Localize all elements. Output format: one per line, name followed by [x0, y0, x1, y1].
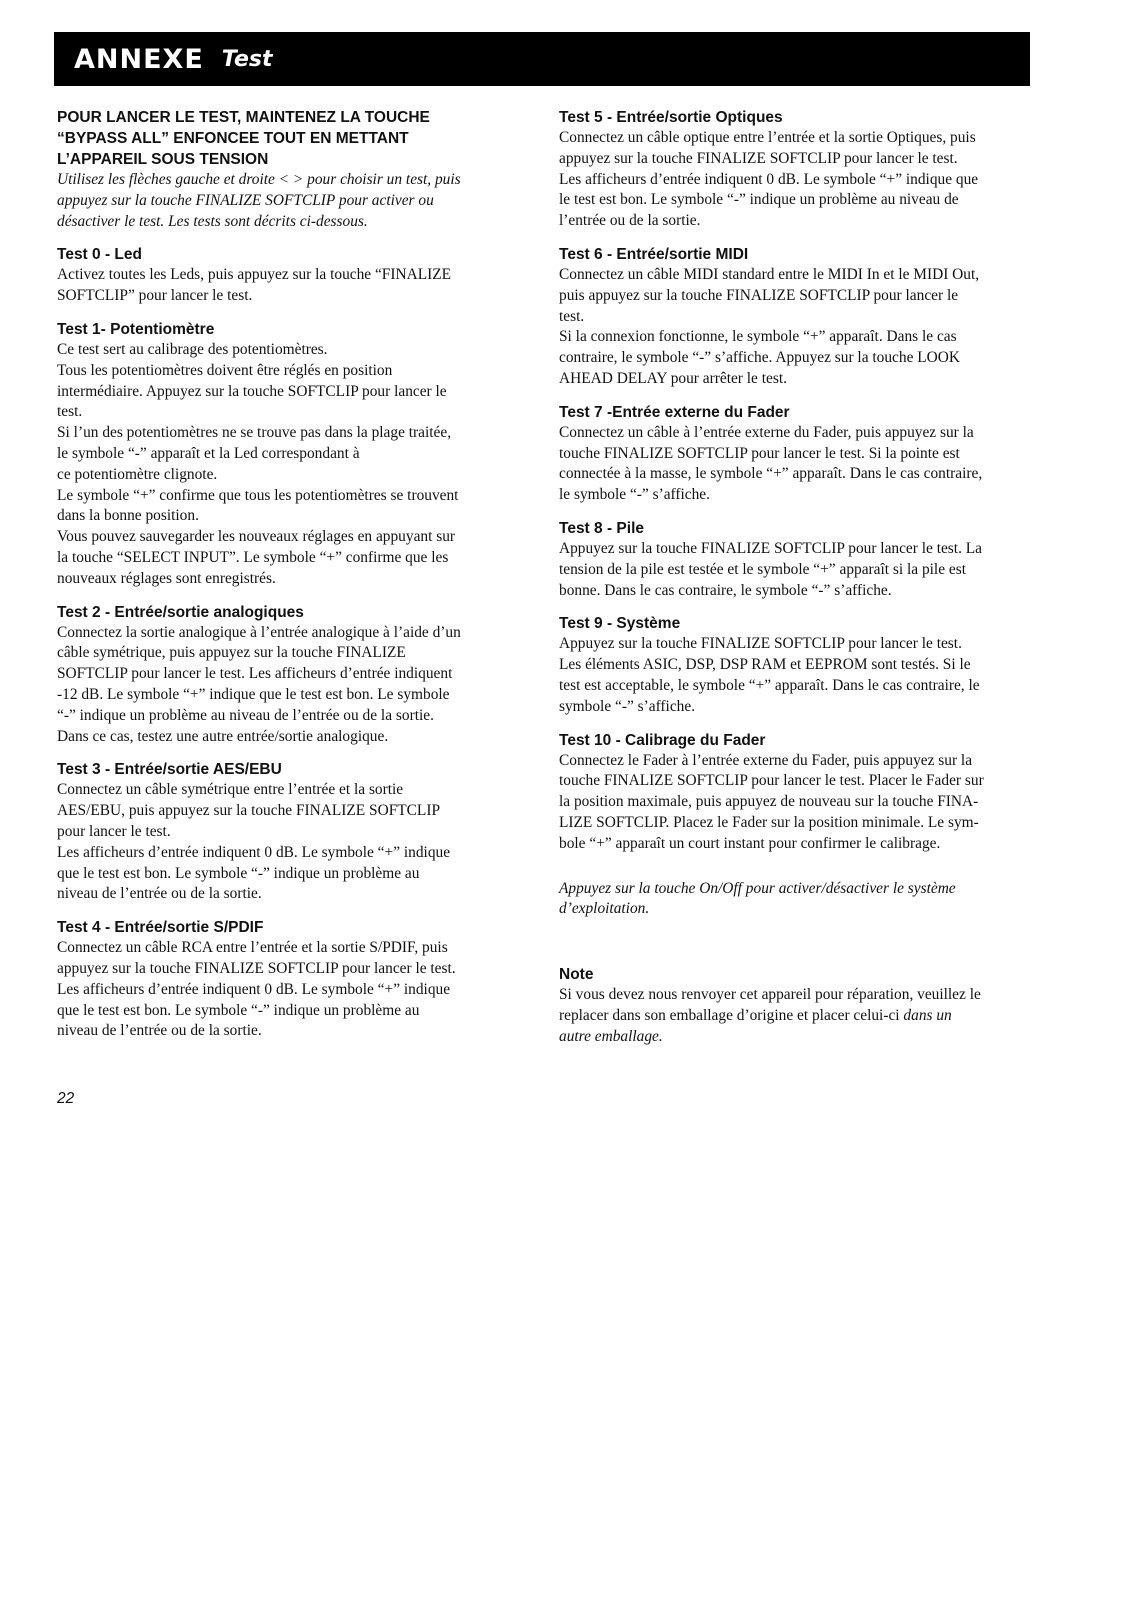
section-line: AHEAD DELAY pour arrêter le test.: [559, 369, 787, 387]
section-line: Appuyez sur la touche FINALIZE SOFTCLIP pour lancer le test.: [559, 635, 962, 653]
section-line: Connectez un câble symétrique entre l’entrée et la sortie: [57, 781, 404, 799]
section-line: Le symbole “+” confirme que tous les potentiomètres se trouvent: [57, 486, 459, 504]
section-line: connectée à la masse, le symbole “+” apparaît. Dans le cas contraire,: [559, 465, 983, 483]
section-line: la position maximale, puis appuyez de nouveau sur la touche FINA-: [559, 793, 979, 811]
note-line-italic: autre emballage.: [559, 1027, 663, 1045]
section-line: contraire, le symbole “-” s’affiche. Appuyez sur la touche LOOK: [559, 349, 961, 367]
section-body: [559, 423, 1036, 506]
section-line: test.: [559, 307, 585, 325]
section-line: SOFTCLIP pour lancer le test. Les afficheurs d’entrée indiquent: [57, 665, 453, 683]
section-line: Les afficheurs d’entrée indiquent 0 dB. Le symbole “+” indique que: [559, 170, 979, 188]
section-line: LIZE SOFTCLIP. Placez le Fader sur la position minimale. Le sym-: [559, 813, 979, 831]
section-line: bole “+” apparaît un court instant pour confirmer le calibrage.: [559, 834, 941, 852]
section-line: tension de la pile est testée et le symbole “+” apparaît si la pile est: [559, 560, 966, 578]
test-section: [57, 917, 517, 1042]
section-line: test est acceptable, le symbole “+” apparaît. Dans le cas contraire, le: [559, 676, 980, 694]
section-line: le symbole “-” apparaît et la Led correspondant à: [57, 444, 360, 462]
section-body: [57, 623, 517, 748]
section-line: Connectez un câble MIDI standard entre le MIDI In et le MIDI Out,: [559, 265, 980, 283]
intro-title-line: L’APPAREIL SOUS TENSION: [57, 151, 269, 168]
right-column: [559, 107, 1036, 1060]
test-section: [57, 319, 517, 590]
section-title: Test 8 - Pile: [559, 519, 644, 537]
section-line: Appuyez sur la touche FINALIZE SOFTCLIP pour lancer le test. La: [559, 539, 982, 557]
test-section: [57, 759, 517, 905]
intro-line: Utilisez les flèches gauche et droite < > pour choisir un test, puis: [57, 171, 461, 188]
section-line: appuyez sur la touche FINALIZE SOFTCLIP pour lancer le test.: [57, 959, 456, 977]
intro-title: [57, 107, 517, 170]
section-line: Connectez un câble RCA entre l’entrée et la sortie S/PDIF, puis: [57, 939, 448, 957]
note-text: [559, 985, 1036, 1047]
section-line: appuyez sur la touche FINALIZE SOFTCLIP pour lancer le test.: [559, 149, 958, 167]
note-section: [559, 964, 1036, 1047]
section-title: Test 6 - Entrée/sortie MIDI: [559, 245, 749, 263]
section-line: symbole “-” s’affiche.: [559, 697, 696, 715]
section-line: Les éléments ASIC, DSP, DSP RAM et EEPROM sont testés. Si le: [559, 656, 971, 674]
section-line: niveau de l’entrée ou de la sortie.: [57, 1022, 262, 1040]
section-title: Test 5 - Entrée/sortie Optiques: [559, 109, 783, 126]
note-line: Si vous devez nous renvoyer cet appareil pour réparation, veuillez le: [559, 986, 981, 1004]
section-body: [559, 128, 1036, 232]
section-line: ce potentiomètre clignote.: [57, 465, 218, 483]
test-section: [559, 518, 1036, 601]
intro-text: [57, 170, 517, 232]
section-line: test.: [57, 403, 83, 421]
left-column: [57, 107, 517, 1054]
section-line: Les afficheurs d’entrée indiquent 0 dB. Le symbole “+” indique: [57, 843, 451, 861]
section-line: Les afficheurs d’entrée indiquent 0 dB. Le symbole “+” indique: [57, 980, 451, 998]
test-section: [57, 244, 517, 307]
left-sections: [57, 244, 517, 1042]
section-line: AES/EBU, puis appuyez sur la touche FINALIZE SOFTCLIP: [57, 802, 441, 820]
section-body: [559, 265, 1036, 390]
section-line: que le test est bon. Le symbole “-” indique un problème au: [57, 1001, 420, 1019]
intro-line: appuyez sur la touche FINALIZE SOFTCLIP pour activer ou: [57, 191, 434, 209]
intro-title-line: POUR LANCER LE TEST, MAINTENEZ LA TOUCHE: [57, 109, 430, 126]
section-title: Test 0 - Led: [57, 246, 142, 264]
section-body: [559, 634, 1036, 717]
section-line: la touche “SELECT INPUT”. Le symbole “+” confirme que les: [57, 548, 449, 566]
right-sections: [559, 107, 1036, 855]
section-body: [57, 265, 517, 307]
section-line: Vous pouvez sauvegarder les nouveaux réglages en appuyant sur: [57, 528, 456, 546]
intro-line: désactiver le test. Les tests sont décrits ci-dessous.: [57, 212, 368, 230]
section-line: Dans ce cas, testez une autre entrée/sortie analogique.: [57, 727, 389, 745]
section-line: le symbole “-” s’affiche.: [559, 486, 710, 504]
section-line: Connectez un câble à l’entrée externe du Fader, puis appuyez sur la: [559, 423, 974, 441]
section-line: câble symétrique, puis appuyez sur la touche FINALIZE: [57, 644, 406, 662]
section-line: “-” indique un problème au niveau de l’entrée ou de la sortie.: [57, 706, 434, 724]
closing-line: Appuyez sur la touche On/Off pour activer/désactiver le système: [559, 879, 956, 897]
section-title: Test 3 - Entrée/sortie AES/EBU: [57, 761, 282, 779]
header-title: ANNEXE: [74, 43, 204, 75]
section-line: touche FINALIZE SOFTCLIP pour lancer le test. Placer le Fader sur: [559, 772, 984, 790]
intro-section: [57, 107, 517, 232]
test-section: [559, 730, 1036, 855]
section-line: Si l’un des potentiomètres ne se trouve pas dans la plage traitée,: [57, 424, 452, 442]
section-line: Connectez un câble optique entre l’entrée et la sortie Optiques, puis: [559, 129, 976, 146]
section-line: niveau de l’entrée ou de la sortie.: [57, 885, 262, 903]
section-line: bonne. Dans le cas contraire, le symbole “-” s’affiche.: [559, 581, 892, 599]
section-title: Test 9 - Système: [559, 615, 681, 633]
section-line: pour lancer le test.: [57, 822, 171, 840]
test-section: [57, 602, 517, 748]
section-line: Ce test sert au calibrage des potentiomètres.: [57, 340, 328, 358]
closing-line: d’exploitation.: [559, 900, 650, 918]
section-line: Tous les potentiomètres doivent être réglés en position: [57, 361, 393, 379]
section-line: l’entrée ou de la sortie.: [559, 212, 701, 230]
section-body: [559, 539, 1036, 601]
section-body: [57, 780, 517, 905]
section-line: dans la bonne position.: [57, 507, 199, 525]
section-line: SOFTCLIP” pour lancer le test.: [57, 287, 253, 305]
section-title: Test 2 - Entrée/sortie analogiques: [57, 603, 304, 621]
section-line: intermédiaire. Appuyez sur la touche SOFTCLIP pour lancer le: [57, 382, 447, 400]
section-line: Activez toutes les Leds, puis appuyez sur la touche “FINALIZE: [57, 266, 452, 284]
section-body: [57, 938, 517, 1042]
header-subtitle: Test: [221, 46, 273, 72]
section-body: [559, 751, 1036, 855]
section-line: que le test est bon. Le symbole “-” indique un problème au: [57, 864, 420, 882]
section-title: Test 4 - Entrée/sortie S/PDIF: [57, 919, 264, 937]
section-line: le test est bon. Le symbole “-” indique un problème au niveau de: [559, 191, 959, 209]
section-line: Si la connexion fonctionne, le symbole “+” apparaît. Dans le cas: [559, 328, 957, 346]
header-bar: [54, 32, 1030, 86]
section-title: Test 1- Potentiomètre: [57, 320, 215, 338]
section-line: Connectez le Fader à l’entrée externe du Fader, puis appuyez sur la: [559, 751, 973, 769]
section-line: nouveaux réglages sont enregistrés.: [57, 569, 276, 587]
test-section: [559, 402, 1036, 506]
section-title: Test 7 -Entrée externe du Fader: [559, 403, 790, 421]
section-line: touche FINALIZE SOFTCLIP pour lancer le test. Si la pointe est: [559, 444, 960, 462]
closing-text: [559, 879, 1036, 921]
section-title: Test 10 - Calibrage du Fader: [559, 731, 766, 749]
test-section: [559, 107, 1036, 232]
section-line: Connectez la sortie analogique à l’entrée analogique à l’aide d’un: [57, 623, 461, 641]
note-line-italic: dans un: [903, 1006, 952, 1024]
section-body: [57, 340, 517, 590]
note-title: Note: [559, 966, 594, 984]
note-line: replacer dans son emballage d’origine et placer celui-ci: [559, 1006, 904, 1024]
section-line: puis appuyez sur la touche FINALIZE SOFTCLIP pour lancer le: [559, 286, 959, 304]
test-section: [559, 244, 1036, 390]
intro-title-line: “BYPASS ALL” ENFONCEE TOUT EN METTANT: [57, 130, 409, 147]
section-line: -12 dB. Le symbole “+” indique que le test est bon. Le symbole: [57, 685, 450, 703]
test-section: [559, 613, 1036, 717]
page-number: 22: [57, 1090, 75, 1107]
